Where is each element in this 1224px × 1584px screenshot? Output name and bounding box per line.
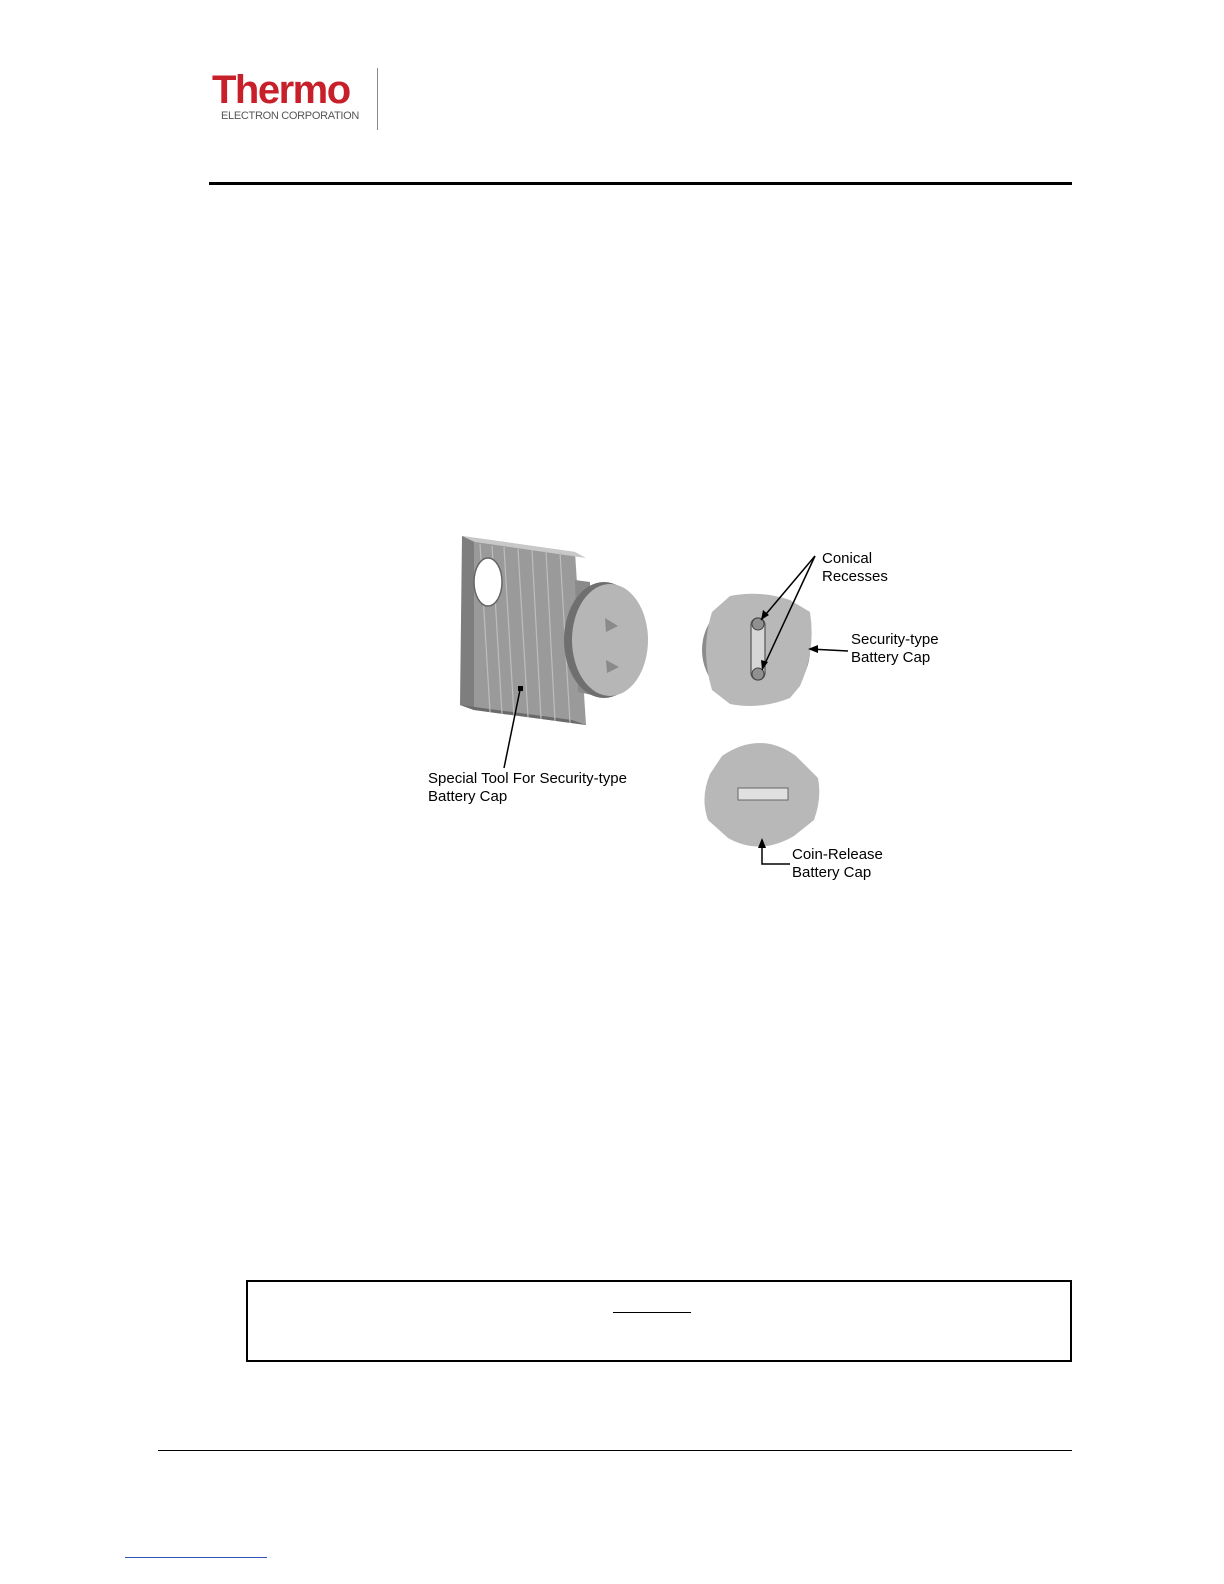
- company-logo: [212, 68, 382, 130]
- label-special-tool: [428, 770, 627, 806]
- label-security-line2: Battery Cap: [851, 649, 931, 666]
- special-tool-illustration: [460, 536, 648, 768]
- logo-wordmark: Thermo: [212, 68, 350, 112]
- logo-divider: [377, 68, 378, 130]
- logo-tagline: ELECTRON CORPORATION: [221, 110, 360, 122]
- footer-rule: [158, 1450, 1072, 1451]
- label-conical-line2: Recesses: [822, 568, 888, 585]
- label-security-type-cap: [851, 631, 939, 667]
- note-box: [246, 1280, 1072, 1362]
- note-title: [613, 1294, 691, 1313]
- label-coin-release-cap: [792, 846, 883, 882]
- footer-link[interactable]: [125, 1557, 267, 1558]
- label-conical-recesses: [822, 550, 888, 586]
- label-security-line1: Security-type: [851, 631, 939, 648]
- label-tool-line1: Special Tool For Security-type: [428, 770, 627, 787]
- label-coin-line2: Battery Cap: [792, 864, 872, 881]
- label-coin-line1: Coin-Release: [792, 846, 883, 863]
- battery-cap-figure: [400, 520, 980, 900]
- battery-cap-illustration: [400, 520, 980, 900]
- label-tool-line2: Battery Cap: [428, 788, 508, 805]
- header-rule: [209, 182, 1072, 185]
- label-conical-line1: Conical: [822, 550, 873, 567]
